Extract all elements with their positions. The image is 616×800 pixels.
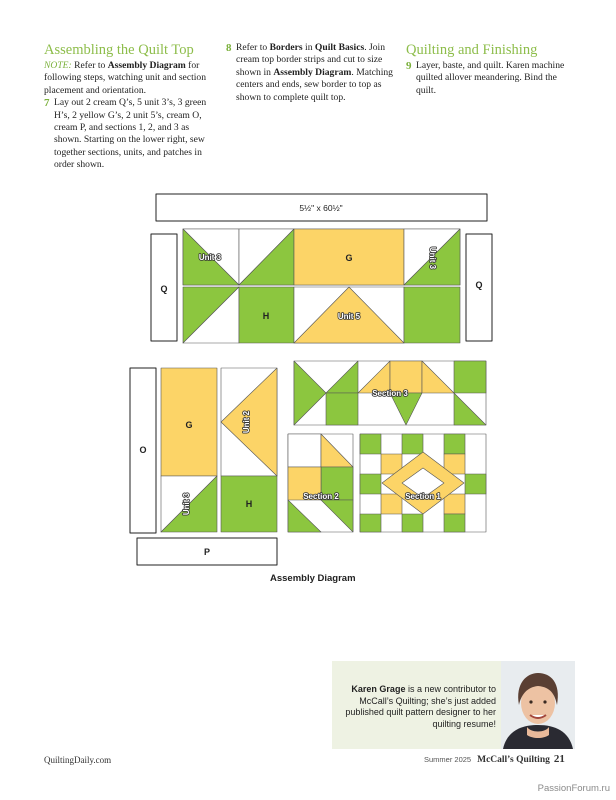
lower-left-units [161, 368, 277, 532]
note-label: NOTE: [44, 60, 72, 71]
label-g-lower: G [185, 420, 193, 430]
label-unit3-row1-right: Unit 3 [428, 246, 437, 270]
footer-right [424, 753, 565, 765]
step-9-number: 9 [406, 60, 412, 72]
heading-quilting: Quilting and Finishing [406, 42, 538, 58]
step-9-text: Layer, baste, and quilt. Karen machine quilted allover meandering. Bind the quilt. [416, 60, 565, 96]
label-h-lower: H [245, 499, 253, 509]
row-1 [183, 229, 460, 285]
label-h-row2: H [262, 311, 270, 321]
footer-magazine: McCall’s Quilting [477, 755, 550, 765]
label-section2: Section 2 [303, 492, 339, 501]
label-o: O [139, 445, 147, 455]
top-border-label: 5½" x 60½" [299, 203, 343, 213]
author-photo [501, 661, 575, 749]
label-p: P [203, 547, 211, 557]
page-number: 21 [553, 753, 565, 765]
step-7 [44, 97, 216, 171]
footer-website: QuiltingDaily.com [44, 755, 112, 765]
step-8-number: 8 [226, 42, 232, 54]
label-unit3-lower: Unit 3 [182, 492, 191, 516]
assembly-diagram [120, 190, 500, 575]
step-7-number: 7 [44, 97, 50, 110]
heading-assembling: Assembling the Quilt Top [44, 42, 194, 58]
diagram-caption: Assembly Diagram [270, 573, 356, 584]
label-unit2-visible: Unit 2 [242, 410, 251, 434]
column-quilting [406, 42, 571, 97]
section-1 [360, 434, 486, 532]
step-9 [406, 60, 571, 97]
bio-text: Karen Grage is a new contributor to McCall’s Quilting; she’s just added published quilt pattern designer to her quilting resume! [345, 684, 496, 729]
label-unit3-row1-left: Unit 3 [198, 253, 222, 262]
label-unit5: Unit 5 [337, 312, 361, 321]
note-paragraph: NOTE: Refer to Assembly Diagram for following steps, watching unit and section placement and orientation. [44, 60, 207, 96]
label-section3: Section 3 [372, 389, 408, 398]
label-q-right: Q [475, 280, 483, 290]
row-2 [183, 287, 460, 343]
column-assembling [44, 42, 216, 172]
label-q-left: Q [160, 284, 168, 294]
bio-name: Karen Grage [351, 684, 406, 694]
column-borders [226, 42, 394, 104]
footer-season: Summer 2025 [424, 755, 472, 764]
step-8: 8 Refer to Borders in Quilt Basics. Join cream top border strips and cut to size shown in Assembly Diagram. Matching centers and ends, sew border to top as shown to complete quilt top. [226, 42, 393, 103]
label-g-row1: G [345, 253, 353, 263]
step-7-text: Lay out 2 cream Q’s, 5 unit 3’s, 3 green H’s, 2 yellow G’s, 2 unit 5’s, cream O, cream P, and sections 1, 2, and 3 as shown. Starting on the lower right, sew together sections, units, and patches in order shown. [54, 97, 207, 171]
watermark: PassionForum.ru [537, 783, 610, 794]
label-section1: Section 1 [405, 492, 441, 501]
section-2 [288, 434, 353, 532]
